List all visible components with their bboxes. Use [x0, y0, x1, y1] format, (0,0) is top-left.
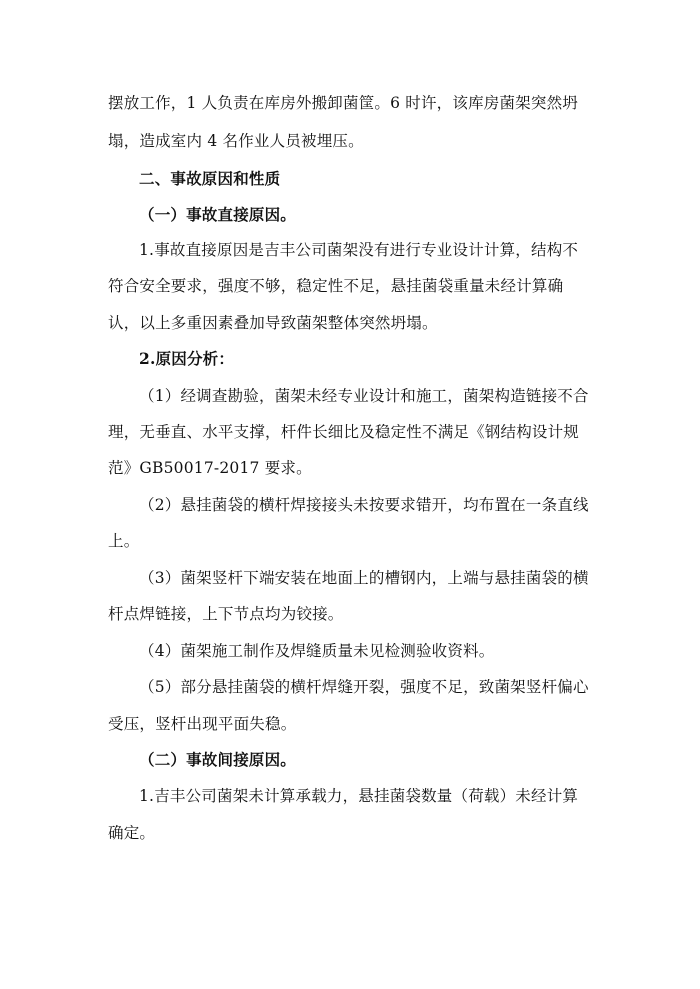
subsection-heading: 2.原因分析：	[139, 349, 235, 368]
paragraph-line: 符合安全要求，强度不够，稳定性不足，悬挂菌袋重量未经计算确	[108, 277, 564, 295]
section-heading: 二、事故原因和性质	[139, 169, 281, 188]
paragraph-line: 杆点焊链接，上下节点均为铰接。	[108, 605, 344, 623]
paragraph-line: 摆放工作，1 人负责在库房外搬卸菌筐。6 时许，该库房菌架突然坍	[108, 94, 578, 112]
paragraph-line: 1.事故直接原因是吉丰公司菌架没有进行专业设计计算，结构不	[139, 241, 579, 259]
subsection-heading: （一）事故直接原因。	[139, 205, 297, 224]
paragraph-line: 确定。	[108, 824, 156, 842]
paragraph-line: （5）部分悬挂菌袋的横杆焊缝开裂，强度不足，致菌架竖杆偏心	[139, 678, 589, 696]
paragraph-line: （4）菌架施工制作及焊缝质量未见检测验收资料。	[139, 642, 495, 660]
paragraph-line: （2）悬挂菌袋的横杆焊接接头未按要求错开，均布置在一条直线	[139, 496, 589, 514]
paragraph-line: 认，以上多重因素叠加导致菌架整体突然坍塌。	[108, 314, 438, 332]
paragraph-line: 理，无垂直、水平支撑，杆件长细比及稳定性不满足《钢结构设计规	[108, 423, 580, 441]
paragraph-line: 受压，竖杆出现平面失稳。	[108, 715, 297, 733]
paragraph-line: 1.吉丰公司菌架未计算承载力，悬挂菌袋数量（荷载）未经计算	[139, 787, 579, 805]
paragraph-line: 范》GB50017-2017 要求。	[108, 459, 312, 477]
paragraph-line: （1）经调查勘验，菌架未经专业设计和施工，菌架构造链接不合	[139, 387, 589, 405]
paragraph-line: （3）菌架竖杆下端安装在地面上的槽钢内，上端与悬挂菌袋的横	[139, 569, 589, 587]
paragraph-line: 上。	[108, 532, 140, 550]
paragraph-line: 塌，造成室内 4 名作业人员被埋压。	[108, 132, 364, 150]
subsection-heading: （二）事故间接原因。	[139, 750, 297, 769]
